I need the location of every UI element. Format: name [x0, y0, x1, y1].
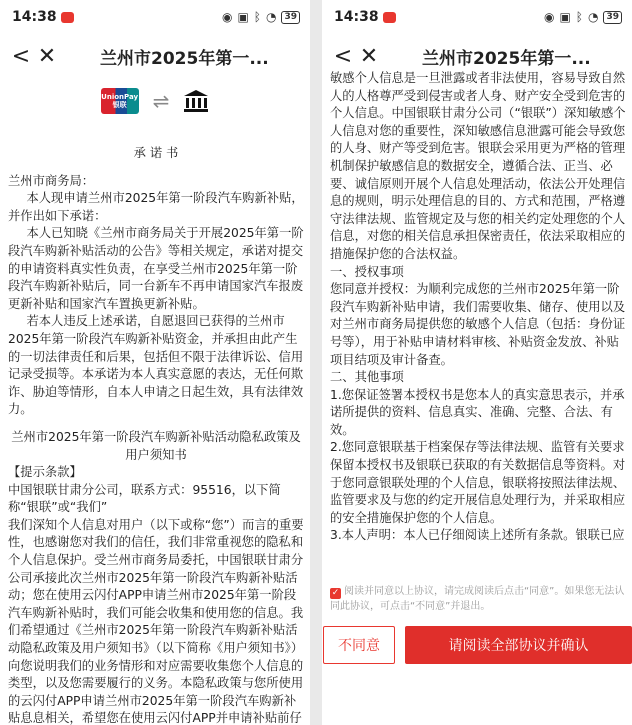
- bluetooth-icon: ᛒ: [575, 10, 583, 24]
- bluetooth-icon: ᛒ: [253, 10, 261, 24]
- status-time: 14:38: [334, 9, 379, 25]
- paragraph: 若本人违反上述承诺，自愿退回已获得的兰州市2025年第一阶段汽车购新补贴资金，并承担由此产生的一切法律责任和后果，包括但不限于法律诉讼、信用记录受损等。本承诺为本人真实意愿的表达，无任何欺诈、胁迫等情形，自本人申请之日起生效，具有法律效力。: [8, 314, 304, 417]
- paragraph: 中国银联甘肃分公司，联系方式：95516，以下简称“银联”或“我们”: [8, 482, 281, 515]
- back-icon[interactable]: <: [11, 43, 31, 69]
- bank-icon: [183, 89, 209, 113]
- wifi-icon: ◔: [587, 10, 599, 24]
- paragraph: 我们深知个人信息对用户（以下或称“您”）而言的重要性，也感谢您对我们的信任，我们非常重视您的隐私和个人信息保护。受兰州市商务局委托，中国银联甘肃分公司承接此次兰州市2025年第一阶段汽车购新补贴活动；您在使用云闪付APP申请兰州市2025年第一阶段汽车购新补贴时，我们可能会收集和使用您的信息。我们希望通过《兰州市2025年第一阶段汽车购新补贴活动隐私政策及用户须知书》（以下简称《用户须知书》）向您说明我们的业务情形和对应需要收集您个人信息的类型，以及您需要履行的义务。本隐私政策与您所使用的云闪付APP申请兰州市2025年第一阶段汽车购新补贴息息相关，希望您在使用云闪付APP并申请补贴前仔: [8, 517, 304, 725]
- wifi-icon: ◔: [265, 10, 277, 24]
- status-time: 14:38: [12, 9, 57, 25]
- message-icon: [61, 12, 74, 23]
- unionpay-logo-icon: UnionPay 银联: [101, 88, 139, 114]
- right-screen: [322, 0, 632, 725]
- consent-checkbox[interactable]: ✓: [331, 588, 340, 598]
- message-icon: [383, 12, 396, 23]
- paragraph: 本人已知晓《兰州市商务局关于开展2025年第一阶段汽车购新补贴活动的公告》等相关规定，承诺对提交的申请资料真实性负责，在享受兰州市2025年第一阶段汽车购新补贴后，同一台新车不再申请国家汽车报废更新补贴和国家汽车置换更新补贴。: [8, 226, 304, 311]
- paragraph: 2.您同意银联基于档案保存等法律法规、监管有关要求保留本授权书及银联已获取的有关数据信息等资料。对于您同意银联处理的个人信息，银联将按照法律法规、监管要求及与您的约定开展信息处理行为，并采取相应的安全措施保护您的个人信息。: [330, 440, 626, 525]
- mute-icon: ▣: [237, 10, 249, 24]
- battery-icon: 39: [281, 11, 300, 24]
- eye-icon: ◉: [221, 10, 233, 24]
- nav-bar: [0, 34, 310, 78]
- paragraph: 【提示条款】: [8, 465, 82, 480]
- eye-icon: ◉: [543, 10, 555, 24]
- close-icon[interactable]: ✕: [37, 43, 57, 69]
- mute-icon: ▣: [559, 10, 571, 24]
- paragraph: 本人现申请兰州市2025年第一阶段汽车购新补贴，并作出如下承诺：: [8, 191, 304, 223]
- section-title: 兰州市2025年第一阶段汽车购新补贴活动隐私政策及用户须知书: [11, 429, 301, 462]
- section-title: 二、其他事项: [330, 370, 404, 385]
- section-title: 一、授权事项: [330, 264, 404, 279]
- doc-title: 承 诺 书: [133, 146, 179, 160]
- disagree-button[interactable]: 不同意: [323, 626, 395, 664]
- status-bar: [0, 0, 310, 34]
- consent-text: 阅读并同意以上协议，请完成阅读后点击“同意”。如果您无法认同此协议，可点击“不同意”并退出。: [330, 586, 625, 612]
- agreement-text-scroll[interactable]: [330, 70, 628, 544]
- swap-icon: ⇌: [152, 89, 170, 113]
- battery-icon: 39: [603, 11, 622, 24]
- status-bar: [322, 0, 632, 34]
- left-screen: [0, 0, 310, 725]
- paragraph: 3.本人声明：本人已仔细阅读上述所有条款。银联已应: [330, 528, 625, 543]
- agree-button[interactable]: 请阅读全部协议并确认: [405, 626, 632, 664]
- page-title: 兰州市2025年第一...: [422, 48, 591, 69]
- paragraph: 兰州市商务局：: [8, 173, 95, 188]
- paragraph: 1.您保证签署本授权书是您本人的真实意思表示，并承诺所提供的资料、信息真实、准确、完整、合法、有效。: [330, 387, 625, 437]
- close-icon[interactable]: ✕: [359, 43, 379, 69]
- agreement-text: [8, 145, 304, 725]
- page-title: 兰州市2025年第一...: [100, 48, 269, 69]
- action-buttons: [322, 626, 632, 664]
- paragraph: 敏感个人信息是一旦泄露或者非法使用，容易导致自然人的人格尊严受到侵害或者人身、财产安全受到危害的个人信息。中国银联甘肃分公司（“银联”）深知敏感个人信息对您的重要性，深知敏感信息泄露可能会导致您的人身、财产等受到危害。银联会采用更为严格的管理机制保护敏感信息的数据安全，遵循合法、正当、必要、诚信原则开展个人信息处理活动，依法公开处理信息的规则，明示处理信息的目的、方式和范围，严格遵守法律法规、监管规定及与您的相关约定处理您的个人信息，对您的相关信息承担保密责任，依法采取相应的措施保护您的合法权益。: [330, 71, 626, 261]
- paragraph: 您同意并授权：为顺利完成您的兰州市2025年第一阶段汽车购新补贴申请，我们需要收集、储存、使用以及对兰州市商务局提供您的敏感个人信息（包括：身份证号等），用于补贴申请材料审核、补贴资金发放、补贴项目结项及审计备查。: [330, 282, 626, 367]
- logo-row: [0, 78, 310, 124]
- back-icon[interactable]: <: [333, 43, 353, 69]
- consent-row: [330, 584, 626, 614]
